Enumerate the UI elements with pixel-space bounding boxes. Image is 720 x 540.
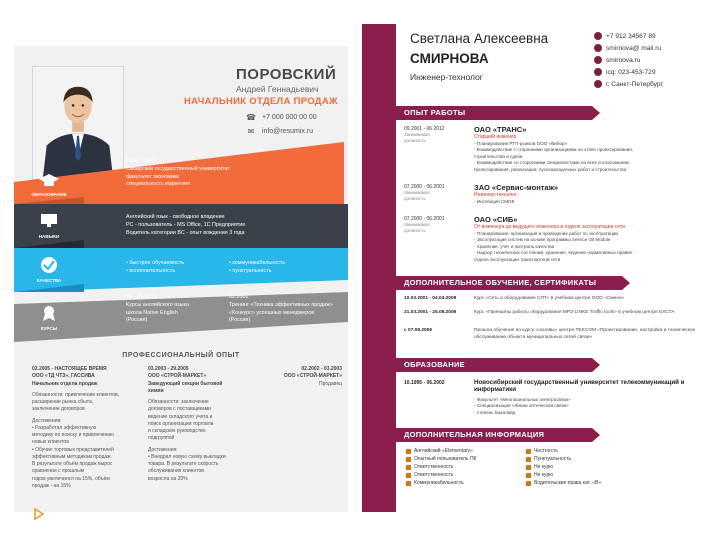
quality-text: Ответственность — [414, 464, 454, 470]
last-name: ПОРОВСКИЙ — [236, 66, 337, 83]
job-bullet: строительства и сдачи — [474, 153, 523, 159]
phone-icon: ☎ — [246, 112, 256, 122]
exp-body-line: и складских руководство — [148, 428, 206, 434]
quality-text: Английский «Elementary» — [414, 448, 473, 454]
band-qualities-text-2 — [229, 260, 285, 276]
email-row — [246, 126, 313, 136]
job-position: НАЧАЛЬНИК ОТДЕЛА ПРОДАЖ — [184, 96, 338, 107]
contact-text: г. Санкт-Петербург — [606, 80, 663, 88]
contact-email — [594, 44, 661, 52]
band-education — [14, 142, 348, 204]
job-bullet: проектирования, реализации, пусконаладочных работ и строительства — [474, 166, 627, 172]
course-date: 10.03.2001 - 04.04.2009 — [404, 296, 457, 301]
quality-item — [526, 464, 618, 470]
exp-head-line: химии — [148, 387, 164, 394]
resume-left — [14, 46, 348, 512]
name-line-1: Светлана Алексеевна — [410, 31, 549, 46]
job-dates-text: 07.2000 - 06.2001 — [404, 184, 445, 190]
bullet-icon — [526, 473, 531, 478]
contact-text: +7 912 34567 89 — [606, 32, 656, 40]
exp-body-line: ведение складского учета и — [148, 413, 213, 420]
quality-line: • коммуникабельность — [229, 260, 286, 266]
education-line: 1998 - 2003 — [126, 158, 155, 164]
phone-text: +7 000 000 00 00 — [262, 113, 317, 121]
course-line: (Россия) — [126, 317, 148, 324]
quality-item — [526, 456, 618, 462]
contact-phone — [594, 32, 656, 40]
exp-body-line: обслуживания клиентов — [148, 468, 204, 475]
job-dates — [404, 184, 468, 201]
exp-body-line: Достижения: — [148, 446, 178, 453]
exp-body-line: сравнении с прошлым — [32, 468, 85, 475]
exp-head-line: 03.2003 - 29.2005 — [148, 366, 189, 372]
monitor-icon — [38, 212, 60, 230]
quality-item — [526, 448, 618, 454]
job-role: Инженер-технолог — [474, 192, 517, 198]
email-text: info@resumix.ru — [262, 127, 314, 135]
exp-body-line: Обязанности: привлечение клиентов, — [32, 391, 120, 398]
job-company: ОАО «СИБ» — [474, 215, 518, 224]
job-bullet: - Эксплуатация систем на основе программы Service Oil Module — [474, 237, 611, 243]
quality-item — [526, 472, 618, 478]
exp-body-line: расширение рынка сбыта, — [32, 399, 94, 405]
quality-text: Коммуникабельность — [414, 480, 464, 486]
quality-text: Честность — [534, 448, 558, 454]
quality-text: Не курю — [534, 464, 553, 470]
checkmark-icon — [38, 256, 60, 274]
band-skills-label: НАВЫКИ — [38, 234, 60, 239]
graduation-cap-icon — [38, 172, 60, 190]
exp-body-line: методику по поиску и привлечению — [32, 432, 114, 438]
chat-icon — [594, 68, 602, 76]
band-education-text — [126, 158, 230, 189]
contact-text: icq: 023-453-729 — [606, 68, 656, 76]
job-dates-sub: должность — [404, 227, 426, 233]
exp-head-line: Начальник отдела продаж — [32, 380, 98, 387]
quality-line: • исполнительность — [126, 267, 176, 274]
job-bullet: - Взаимодействие с сторонними организациями на этапе проектирования, — [474, 147, 634, 153]
exp-body-line: договоров с поставщиками — [148, 406, 211, 413]
contact-site — [594, 56, 640, 64]
education-line: факультет экономики — [126, 173, 180, 180]
quality-text: Ответственность — [414, 472, 454, 478]
exp-body-line: Обязанности: заключение — [148, 399, 209, 405]
skills-line: PC - пользователь - MS Office, 1С Предприятие — [126, 221, 246, 228]
course-text: Курс «Принципы работы оборудования МРЗ-LINKE Traffic tools» в учебном центре ЕХСТА — [474, 310, 675, 315]
education-line: Сибирский государственный университет — [126, 165, 230, 172]
exp-body-line: • Обучил торговых представителей — [32, 446, 114, 453]
exp-body-line: заключение договоров — [32, 406, 85, 413]
phone-row — [246, 112, 317, 122]
job-bullets — [474, 231, 706, 263]
job-bullet: - Планирование РТП-рынков ООО «Вибор» — [474, 141, 568, 146]
exp-head-line: ООО «СТРОЙ-МАРКЕТ» — [148, 373, 207, 380]
band-qualities — [14, 248, 348, 292]
education-line: специальность маркетинг — [126, 181, 191, 188]
exp-head-line: Продавец — [319, 380, 342, 387]
course-line: «Конкурс» успешных менеджеров — [229, 309, 315, 316]
exp1-head — [32, 366, 124, 388]
exp-body-line: подгруппой — [148, 435, 175, 442]
job-bullet: - Надзор технических состояний, хранение, ведение нормативных правил — [474, 250, 633, 256]
section-courses: ДОПОЛНИТЕЛЬНОЕ ОБУЧЕНИЕ, СЕРТИФИКАТЫ — [362, 276, 622, 290]
location-icon — [594, 80, 602, 88]
quality-text: Пунктуальность — [534, 456, 572, 462]
exp-body-line: • Разработал эффективную — [32, 424, 97, 431]
job-bullets — [474, 199, 706, 205]
job-bullet: - Инспекция СМОК — [474, 199, 515, 204]
band-qualities-text — [126, 260, 184, 276]
exp-body-line: продаж - на 15% — [32, 482, 71, 489]
bullet-icon — [526, 465, 531, 470]
globe-icon — [594, 56, 602, 64]
quality-item — [526, 480, 618, 486]
band-courses-label: КУРСЫ — [40, 326, 58, 331]
mail-icon — [594, 44, 602, 52]
contact-text: smirnova.ru — [606, 56, 641, 64]
section-work: ОПЫТ РАБОТЫ — [362, 106, 592, 120]
ribbon-icon — [38, 304, 60, 322]
job-dates-sub: Занимаемая — [404, 190, 430, 195]
exp-body-line: эффективным методикам продаж. — [32, 453, 112, 460]
course-date: 21.03.2001 - 25.08.2006 — [404, 310, 457, 315]
job-bullet: - Взаимодействие со сторонними специалистами на всех согласованиях — [474, 160, 630, 166]
exp-body-line: возросла на 20% — [148, 475, 188, 482]
job-company: ОАО «ТРАНС» — [474, 125, 527, 134]
job-dates-sub: должность — [404, 137, 426, 143]
course-date: с 07.09.2006 — [404, 328, 433, 333]
job-role: Старший инженер — [474, 134, 517, 140]
job-company: ЗАО «Сервис-монтаж» — [474, 183, 559, 192]
course-line: Курсы английского языка — [126, 301, 190, 308]
band-education-label: ОБРАЗОВАНИЕ — [31, 192, 67, 197]
exp-body-line: годом увеличился на 15%, объём — [32, 475, 110, 482]
resume-right — [362, 24, 716, 512]
course-line: (Россия) — [229, 317, 251, 324]
bullet-icon — [406, 449, 411, 454]
education-line: - степень Бакалавр — [474, 409, 516, 415]
quality-item — [406, 480, 524, 486]
quality-item — [406, 448, 524, 454]
experience-column-1 — [32, 366, 124, 490]
job-dates — [404, 126, 468, 143]
experience-title: ПРОФЕССИОНАЛЬНЫЙ ОПЫТ — [122, 352, 240, 359]
quality-text: Опытный пользователь ПК — [414, 456, 477, 462]
education-title: Новосибирский государственный университет телекоммуникаций и информатики — [474, 379, 685, 394]
exp-body-line: В результате объём продаж вырос — [32, 461, 113, 467]
exp2-head — [148, 366, 240, 395]
course-line: 04 - 05.2003 — [126, 294, 157, 300]
band-courses-text — [126, 294, 189, 325]
quality-item — [406, 472, 524, 478]
exp3-head — [264, 366, 342, 381]
experience-column-2 — [148, 366, 240, 483]
quality-text: Водительские права кат. «В» — [534, 480, 602, 486]
job-bullet: - Планирование, организация и проведение работ по эксплуатации — [474, 231, 618, 236]
course-line: школа Native English — [126, 309, 178, 316]
contact-city — [594, 80, 663, 88]
experience-column-3 — [264, 366, 342, 388]
section-extra: ДОПОЛНИТЕЛЬНАЯ ИНФОРМАЦИЯ — [362, 428, 592, 442]
job-dates-sub: Занимаемая — [404, 222, 430, 227]
job-dates-sub: должность — [404, 195, 426, 201]
job-bullet: - Хранение, учёт и контроль качества — [474, 243, 555, 249]
education-line: - Факультет «Многоканальных электросвязи» — [474, 397, 571, 402]
exp-head-line: 02.2002 - 03.2003 — [301, 366, 342, 372]
exp-head-line: 02.2005 - НАСТОЯЩЕЕ ВРЕМЯ — [32, 366, 107, 372]
job-dates-text: 09.2001 - 06.2012 — [404, 126, 445, 132]
skills-line: Английский язык - свободное владение — [126, 214, 225, 220]
name-line-2: СМИРНОВА — [410, 51, 489, 66]
exp-body-line: • Внедрил новую схему выкладки — [148, 453, 226, 460]
job-dates-sub: Занимаемая — [404, 132, 430, 137]
education-dates: 10.1995 - 06.2002 — [404, 380, 445, 386]
contact-text: smirnova@ mail.ru — [606, 44, 662, 52]
education-line: - Специализация «Линии оптической связи» — [474, 403, 569, 409]
bullet-icon — [406, 465, 411, 470]
profession: Инженер-технолог — [410, 72, 483, 82]
exp-body-line: новых клиентов — [32, 439, 69, 446]
exp-body-line: Достижения: — [32, 417, 62, 424]
job-bullets — [474, 141, 706, 173]
exp-body-line: поиск организации торговли — [148, 420, 214, 427]
section-education: ОБРАЗОВАНИЕ — [362, 358, 592, 372]
quality-line: • быстрое обучаемость — [126, 260, 185, 266]
next-arrow-icon[interactable] — [34, 508, 44, 520]
job-role: От инженера до ведущего инженера в отделе эксплуатации сети — [474, 224, 625, 230]
education-lines — [474, 397, 704, 416]
exp-head-line: ООО «СТРОЙ-МАРКЕТ» — [283, 373, 342, 380]
job-dates — [404, 216, 468, 233]
bullet-icon — [526, 457, 531, 462]
quality-item — [406, 456, 524, 462]
bullet-icon — [406, 457, 411, 462]
exp-head-line: ООО «ТД ЧТЗ», ГАССИВА — [32, 373, 95, 380]
band-skills-text — [126, 214, 245, 237]
course-line: 02.2002 — [229, 294, 249, 300]
education-item — [396, 380, 716, 420]
contact-icq — [594, 68, 656, 76]
quality-item — [406, 464, 524, 470]
exp-body-line: товара. В результате скорость — [148, 461, 219, 467]
band-courses — [14, 292, 348, 342]
first-name: Андрей Геннадьевич — [236, 84, 319, 94]
course-line: Тренинг «Техника эффективных продаж» — [229, 301, 333, 308]
qualities-grid — [406, 448, 706, 486]
exp-head-line: Заведующий секции бытовой — [148, 380, 223, 387]
phone-icon — [594, 32, 602, 40]
bullet-icon — [526, 449, 531, 454]
bullet-icon — [406, 481, 411, 486]
job-dates-text: 07.2000 - 06.2001 — [404, 216, 445, 222]
band-qualities-label: КАЧЕСТВА — [36, 278, 62, 283]
bullet-icon — [526, 481, 531, 486]
job-bullet: отдела эксплуатации транспортной сети — [474, 256, 561, 262]
quality-line: • пунктуальность — [229, 267, 272, 274]
skills-line: Водитель категории ВС - опыт вождения 3 года — [126, 229, 245, 236]
course-text: Прошла обучение по курсу «основы» центре TEKCOM «Проектирование, настройка и техническое обслуживание объекта муниципальных сетей связи» — [474, 328, 696, 340]
bullet-icon — [406, 473, 411, 478]
mail-icon: ✉ — [247, 126, 255, 136]
quality-text: Не курю — [534, 472, 553, 478]
band-skills — [14, 204, 348, 248]
course-text: Курс «Сеть и оборудование СПТ» в учебном центре ООО «Смена» — [474, 296, 625, 301]
band-courses-text-2 — [229, 294, 333, 325]
